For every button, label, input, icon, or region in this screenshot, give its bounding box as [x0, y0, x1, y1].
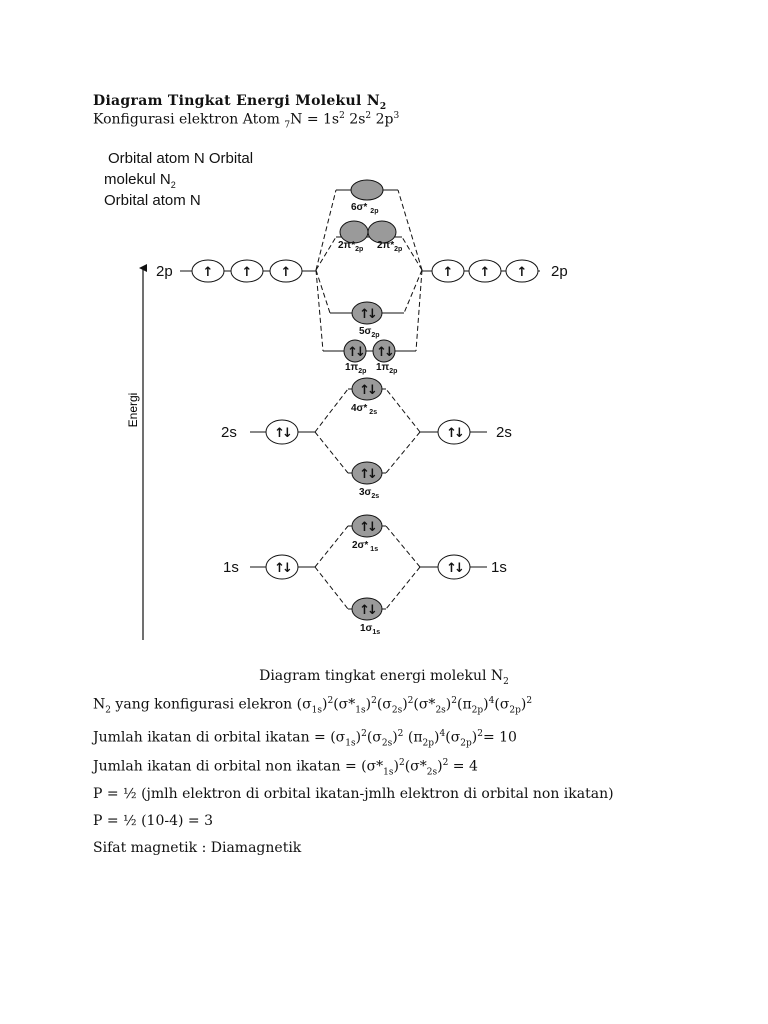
mo-label-2sigma-star: 2σ* $_{1s}$	[352, 540, 379, 553]
subtitle-text: 2s	[344, 111, 366, 128]
subtitle-subscript: 7	[284, 120, 291, 131]
column-header-line1: Orbital atom N Orbital	[108, 150, 254, 167]
atomic-orbital-label-2p-left: 2p	[156, 263, 173, 280]
header-subscript: 2	[170, 180, 176, 190]
electron-single: ↑	[516, 265, 528, 280]
electron-pair: ↑↓	[274, 561, 290, 576]
electron-single: ↑	[280, 265, 292, 280]
bonding-orbital-count-line: Jumlah ikatan di orbital $ikatan = (\sigma_{1s})^2(\sigma_{2s})^2$ $(\pi_{2p})^4(\sigma_{2p})^2= 10$	[93, 729, 517, 749]
mo-label-3sigma: $3\sigma_{2s}$	[359, 487, 380, 500]
electron-pair: ↑↓	[359, 603, 375, 618]
electron-single: ↑	[241, 265, 253, 280]
mo-label-6sigma-star: 6σ* $_{2p}$	[351, 202, 379, 215]
electron-pair: ↑↓	[376, 345, 392, 360]
caption-text: Diagram tingkat energi molekul N	[259, 668, 504, 684]
subtitle-text: 2p	[371, 111, 394, 128]
electron-configuration-line: $N_2$ yang konfigurasi elekron $(\sigma_{1s})^2(\sigma*_{1s})^2(\sigma_{2s})^2(\sigma*_{2s})^2(\pi_{2p})^4(\sigma_{2p})^2$	[93, 696, 533, 716]
atomic-orbital-label-2p-right: 2p	[551, 263, 568, 280]
atomic-orbital-label-2s-left: 2s	[221, 424, 237, 441]
figure-caption	[0, 668, 768, 687]
magnetic-property-line: Sifat magnetik : Diamagnetik	[93, 840, 302, 856]
bond-order-result-line: P = ½ (10-4) = 3	[93, 813, 213, 829]
atomic-orbital-label-2s-right: 2s	[496, 424, 512, 441]
bond-order-formula-line: P = ½ (jmlh elektron di orbital ikatan-jmlh elektron di orbital non ikatan)	[93, 786, 614, 802]
subtitle-superscript: 3	[393, 111, 400, 121]
electron-pair: ↑↓	[274, 426, 290, 441]
electron-pair: ↑↓	[359, 383, 375, 398]
mo-label-1sigma: $1\sigma_{1s}$	[360, 623, 381, 636]
mo-label-4sigma-star: 4σ* $_{2s}$	[351, 403, 378, 416]
electron-pair: ↑↓	[359, 520, 375, 535]
mo-label-2pi-star-b: $2\pi*_{2p}$	[377, 240, 403, 253]
electron-pair: ↑↓	[347, 345, 363, 360]
electron-single: ↑	[202, 265, 214, 280]
energy-axis-label: Energi	[126, 392, 140, 428]
atomic-orbital-label-1s-right: 1s	[491, 559, 507, 576]
electron-single: ↑	[479, 265, 491, 280]
column-header-line3: Orbital atom N	[104, 192, 201, 209]
mo-label-1pi-a: $1\pi_{2p}$	[345, 362, 367, 375]
subtitle-text: Konfigurasi elektron Atom	[93, 111, 285, 128]
mo-label-1pi-b: $1\pi_{2p}$	[376, 362, 398, 375]
electron-single: ↑	[442, 265, 454, 280]
subtitle-superscript: 2	[365, 111, 372, 121]
atomic-orbital-label-1s-left: 1s	[223, 559, 239, 576]
subtitle-superscript: 2	[339, 111, 345, 121]
mo-label-2pi-star-a: $2\pi*_{2p}$	[338, 240, 364, 253]
antibonding-orbital-count-line: Jumlah ikatan di orbital non $ikatan = (\sigma*_{1s})^2(\sigma*_{2s})^2 = 4$	[93, 758, 478, 778]
mo-label-5sigma: $5\sigma_{2p}$	[359, 326, 380, 339]
mo-6sigma-star-2p	[351, 180, 383, 200]
header-text: molekul N	[104, 171, 171, 188]
title-text: Diagram Tingkat Energi Molekul N	[93, 93, 380, 109]
caption-subscript: 2	[503, 676, 509, 687]
electron-pair: ↑↓	[359, 467, 375, 482]
electron-pair: ↑↓	[446, 561, 462, 576]
electron-pair: ↑↓	[359, 307, 375, 322]
title-subscript: 2	[379, 101, 387, 112]
subtitle-text: N = 1s	[290, 111, 340, 128]
electron-pair: ↑↓	[446, 426, 462, 441]
